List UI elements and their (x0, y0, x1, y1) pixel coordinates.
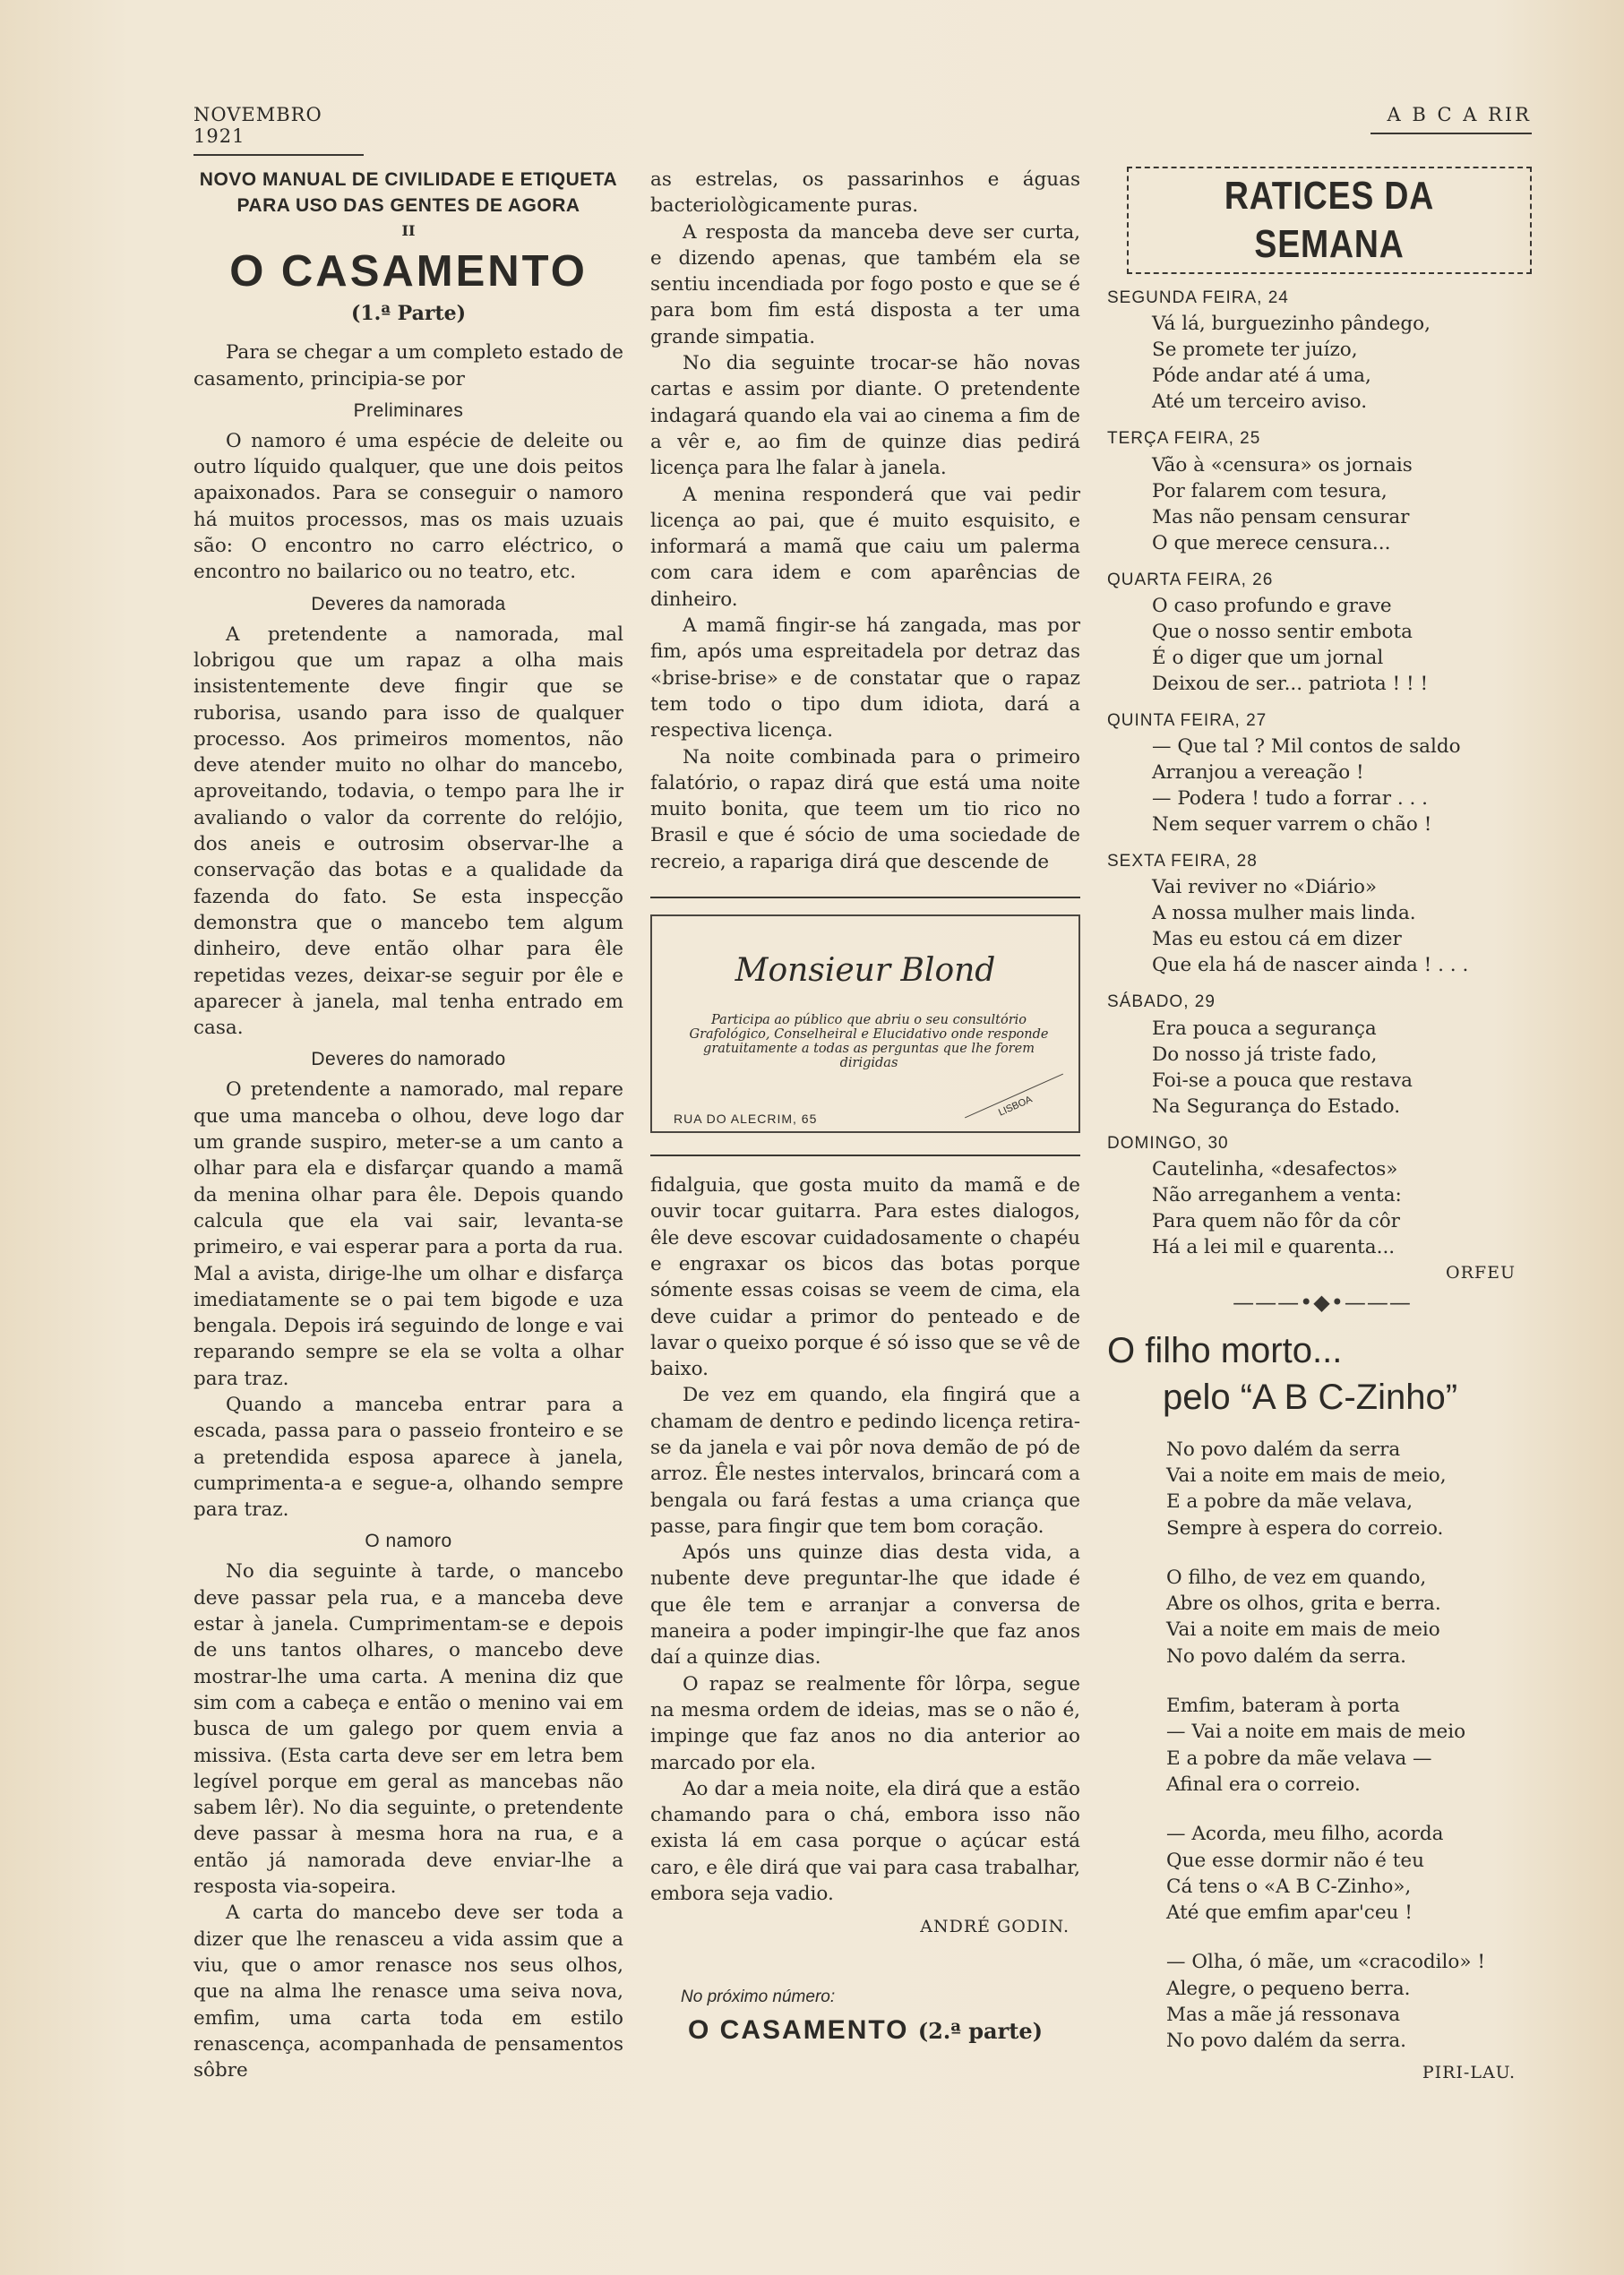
ad-name: Monsieur Blond (735, 952, 996, 990)
verse-line: Deixou de ser... patriota ! ! ! (1152, 672, 1429, 695)
verse-line: Póde andar até á uma, (1152, 365, 1371, 388)
section-heading: Preliminares (353, 399, 464, 421)
next-issue-part: (2.ª parte) (917, 2017, 1043, 2044)
verse-line: Até um terceiro aviso. (1152, 391, 1368, 414)
paragraph: Ao dar a meia noite, ela dirá que a estão chamando para o chá, embora isso não exista lá em casa porque o açúcar está caro, e êle dirá que vai para casa trabalhar, embora seja vadio. (650, 1777, 1080, 1906)
day-heading: TERÇA FEIRA, 25 (1107, 429, 1261, 449)
paragraph: No dia seguinte à tarde, o mancebo deve passar pela rua, e a manceba deve estar à janela. Cumprimentam-se e depois de uns tantos olhares, o mancebo deve mostrar-lhe uma carta. A menina diz que sim com a cabeça e então o menino vai em busca de um galego por quem envia a missiva. (Esta carta deve ser em letra bem legível porque em geral as mancebas não sabem lêr). No dia seguinte, o pretendente deve passar à mesma hora na rua, e a então já namorada deve enviar-lhe a resposta via-sopeira. (193, 1560, 623, 1899)
verse-line: Que ela há de nascer ainda ! . . . (1152, 954, 1469, 977)
poem-stanzas (1107, 1437, 1537, 2055)
ad-city: LISBOA (997, 1094, 1035, 1119)
poem-stanza (1166, 1821, 1537, 1926)
verse-line: A nossa mulher mais linda. (1152, 902, 1416, 925)
paragraph: O rapaz se realmente fôr lôrpa, segue na mesma ordem de ideias, mas se o não é, impinge que faz anos no dia anterior ao marcado por ela. (650, 1672, 1080, 1774)
poem-line: — Olha, ó mãe, um «cracodilo» ! (1166, 1951, 1485, 1974)
article-title: O CASAMENTO (229, 247, 588, 296)
poem-line: No povo dalém da serra (1166, 1438, 1401, 1461)
verse-line: Vá lá, burguezinho pândego, (1152, 313, 1431, 336)
divider (650, 897, 1080, 898)
poem-title-line1: O filho morto... (1107, 1330, 1343, 1370)
ad-address: RUA DO ALECRIM, 65 (674, 1112, 818, 1127)
verse-line: O que merece censura... (1152, 531, 1391, 554)
ratices-banner (1127, 167, 1532, 274)
section-heading: Deveres da namorada (311, 593, 506, 614)
paragraph: No dia seguinte trocar-se hão novas cartas e assim por diante. O pretendente indagará quando ela vai ao cinema a fim de a vêr e, ao fim de quinze dias pedirá licença para lhe falar à janela. (650, 352, 1080, 480)
poem-line: Vai a noite em mais de meio, (1166, 1464, 1447, 1487)
column-middle (650, 167, 1080, 2044)
verse-line: Não arreganhem a venta: (1152, 1184, 1402, 1207)
poem-title-line2: pelo “A B C-Zinho” (1163, 1377, 1458, 1417)
paragraph: Após uns quinze dias desta vida, a nubente deve preguntar-lhe que idade é que êle tem e arranjar a conversa de maneira a poder impingir-lhe que faz anos daí a quinze dias. (650, 1541, 1080, 1670)
paragraph: A carta do mancebo deve ser toda a dizer que lhe renasceu a vida assim que a viu, que o amor renasce nos seus olhos, que na alma lhe renasce uma seiva nova, emfim, uma carta toda em estilo renascença, acompanhada de pensamentos sôbre (193, 1902, 623, 2082)
day-heading: QUARTA FEIRA, 26 (1107, 570, 1274, 589)
poem-line: Até que emfim apar'ceu ! (1166, 1902, 1413, 1925)
paragraph: Na noite combinada para o primeiro falatório, o rapaz dirá que está uma noite muito bonita, que teem um tio rico no Brasil e que é sócio de uma sociedade de recreio, a rapariga dirá que descende de (650, 745, 1080, 873)
next-issue-label: No próximo número: (681, 1987, 836, 2006)
day-heading: QUINTA FEIRA, 27 (1107, 710, 1267, 730)
verse-line: Se promete ter juízo, (1152, 339, 1358, 362)
poem-line: No povo dalém da serra. (1166, 1644, 1407, 1668)
poem-line: Sempre à espera do correio. (1166, 1516, 1444, 1540)
verse-line: O caso profundo e grave (1152, 594, 1392, 617)
poem-stanza (1166, 1949, 1537, 2054)
paragraph: A resposta da manceba deve ser curta, e dizendo apenas, que também ela se sentiu incendiada por fogo posto e que se é para bom fim está disposta a ter uma grande simpatia. (650, 220, 1080, 348)
poem-line: Abre os olhos, grita e berra. (1166, 1592, 1441, 1616)
poem-line: Cá tens o «A B C-Zinho», (1166, 1875, 1412, 1898)
ad-text: Participa ao público que abriu o seu consultório Grafológico, Conselheiral e Elucidativo onde responde gratuitamente a todas as perguntas que lhe forem dirigidas (689, 1013, 1049, 1071)
verse-line: — Podera ! tudo a forrar . . . (1152, 787, 1429, 811)
paragraph: A mamã fingir-se há zangada, mas por fim, após uma espreitadela por detraz das «brise-brise» e de constatar que o rapaz tem todo o tipo dum idiota, dará a respectiva licença. (650, 614, 1080, 743)
poem-line: No povo dalém da serra. (1166, 2030, 1407, 2053)
poem-title (1107, 1327, 1537, 1421)
paragraph: A pretendente a namorada, mal lobrigou que um rapaz a olha mais insistentemente deve fingir que se ruborisa, usando para isso de qualquer processo. Aos primeiros momentos, não deve atender muito no olhar do mancebo, aproveitando, todavia, o tempo para lhe ir avaliando o valor da corrente do relójio, dos aneis e outrosim observar-lhe a conservação das botas e a qualidade da fazenda do fato. Se esta inspecção demonstra que o mancebo tem algum dinheiro, deve então olhar para êle repetidas vezes, deixar-se seguir por êle e aparecer à janela, mal tenha entrado em casa. (193, 622, 623, 1040)
paragraph: as estrelas, os passarinhos e águas bacteriològicamente puras. (650, 168, 1080, 218)
next-issue-title (650, 2014, 1080, 2045)
divider (650, 1155, 1080, 1156)
next-issue-name: O CASAMENTO (688, 2014, 909, 2045)
poem-line: — Vai a noite em mais de meio (1166, 1721, 1466, 1744)
poem-stanza (1166, 1693, 1537, 1798)
poem-line: Mas a mãe já ressonava (1166, 2004, 1401, 2027)
poem-stanza (1166, 1565, 1537, 1670)
verse-line: Arranjou a vereação ! (1152, 761, 1364, 785)
ratices-title: RATICES DA SEMANA (1224, 174, 1435, 266)
day-heading: DOMINGO, 30 (1107, 1133, 1229, 1153)
verse-line: — Que tal ? Mil contos de saldo (1152, 735, 1461, 759)
poem-line: Emfim, bateram à porta (1166, 1695, 1400, 1718)
poem-line: E a pobre da mãe velava — (1166, 1747, 1432, 1770)
column-left (193, 167, 623, 2083)
poem-line: E a pobre da mãe velava, (1166, 1490, 1413, 1514)
poem-line: Vai a noite em mais de meio (1166, 1618, 1440, 1642)
paragraph: O namoro é uma espécie de deleite ou outro líquido qualquer, que une dois peitos apaixonados. Para se conseguir o namoro há muitos processos, mas os mais uzuais são: O encontro no carro eléctrico, o encontro no bailarico ou no teatro, etc. (193, 429, 623, 584)
day-heading: SEGUNDA FEIRA, 24 (1107, 288, 1289, 307)
verse-line: Vai reviver no «Diário» (1152, 876, 1378, 899)
poem-line: Que esse dormir não é teu (1166, 1849, 1424, 1872)
magazine-title-header: A B C A RIR (1371, 104, 1532, 134)
paragraph: Para se chegar a um completo estado de casamento, principia-se por (193, 341, 623, 391)
verse-line: Para quem não fôr da côr (1152, 1210, 1400, 1233)
advertisement-box (650, 914, 1080, 1133)
paragraph: O pretendente a namorado, mal repare que uma manceba o olhou, deve logo dar um grande suspiro, meter-se a um canto a olhar para ela e disfarçar quando a mamã da menina olhar para êle. Depois quando calcula que ela vai sair, levanta-se primeiro, e vai esperar para a porta da rua. Mal a avista, dirige-lhe um olhar e disfarça imediatamente se o pai tem bigode e uza bengala. Depois irá seguindo de longe e vai reparando sempre se ela se volta a olhar para traz. (193, 1078, 623, 1390)
article-signature: ANDRÉ GODIN. (920, 1917, 1070, 1937)
manual-heading-line2: PARA USO DAS GENTES DE AGORA (236, 195, 580, 216)
verse-line: Foi-se a pouca que restava (1152, 1069, 1413, 1092)
verse-line: Cautelinha, «desafectos» (1152, 1158, 1398, 1181)
verse-line: Era pouca a segurança (1152, 1017, 1377, 1040)
verse-line: Por falarem com tesura, (1152, 479, 1388, 502)
verse-line: Há a lei mil e quarenta... (1152, 1236, 1396, 1259)
section-heading: O namoro (365, 1531, 452, 1552)
verse-line: Que o nosso sentir embota (1152, 620, 1413, 643)
verse-line: Na Segurança do Estado. (1152, 1095, 1401, 1118)
paragraph: fidalguia, que gosta muito da mamã e de ouvir tocar guitarra. Para estes dialogos, êle deve escovar cuidadosamente o chapéu e engraxar os bicos das botas porque sómente essas coisas se veem de cima, ela deve cuidar a primor do penteado e de lavar o queixo porque é só isso que se vê de baixo. (650, 1174, 1080, 1381)
poem-line: Alegre, o pequeno berra. (1166, 1977, 1411, 2000)
day-heading: SÁBADO, 29 (1107, 992, 1216, 1012)
verse-line: Nem sequer varrem o chão ! (1152, 813, 1432, 837)
ornament-divider: ———•◆•——— (1233, 1290, 1412, 1316)
ratices-signature: ORFEU (1446, 1263, 1516, 1283)
column-right (1107, 167, 1537, 2086)
verse-line: Mas não pensam censurar (1152, 505, 1410, 528)
article-subtitle: (1.ª Parte) (350, 302, 467, 325)
verse-line: Do nosso já triste fado, (1152, 1043, 1378, 1066)
verse-line: Mas eu estou cá em dizer (1152, 928, 1402, 951)
article-number: II (401, 222, 416, 239)
ratices-days (1107, 285, 1537, 1260)
verse-line: Vão à «censura» os jornais (1152, 453, 1413, 476)
poem-line: O filho, de vez em quando, (1166, 1566, 1427, 1589)
poem-signature: PIRI-LAU. (1422, 2062, 1516, 2082)
manual-heading-line1: NOVO MANUAL DE CIVILIDADE E ETIQUETA (199, 169, 618, 190)
poem-stanza (1166, 1437, 1537, 1541)
paragraph: A menina responderá que vai pedir licença ao pai, que é muito esquisito, e informará a mamã que caiu um palerma com cara idem e com aparências de dinheiro. (650, 483, 1080, 611)
paragraph: De vez em quando, ela fingirá que a chamam de dentro e pedindo licença retira-se da janela e vai pôr nova demão de pó de arroz. Êle nestes intervalos, brincará com a bengala ou fará festas a uma criança que passe, para fingir que tem bom coração. (650, 1384, 1080, 1538)
poem-line: — Acorda, meu filho, acorda (1166, 1823, 1444, 1846)
paragraph: Quando a manceba entrar para a escada, passa para o passeio fronteiro e se a pretendida esposa aparece à janela, cumprimenta-a e segue-a, olhando sempre para traz. (193, 1393, 623, 1522)
section-heading: Deveres do namorado (311, 1049, 506, 1070)
page-date-header: NOVEMBRO 1921 (193, 104, 364, 156)
verse-line: É o diger que um jornal (1152, 646, 1384, 669)
day-heading: SEXTA FEIRA, 28 (1107, 852, 1258, 871)
poem-line: Afinal era o correio. (1166, 1773, 1361, 1796)
